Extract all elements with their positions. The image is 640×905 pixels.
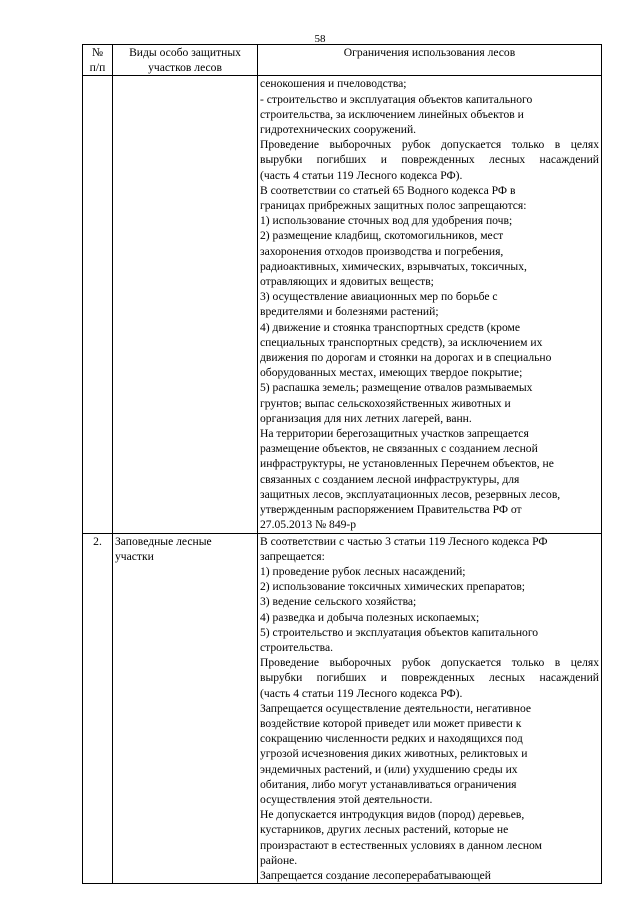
text-line: гидротехнических сооружений.	[260, 123, 417, 137]
table-row	[83, 76, 602, 533]
text-line: утвержденным распоряжением Правительства РФ от	[260, 503, 522, 517]
text-line: вредителями и болезнями растений;	[260, 305, 439, 319]
text-line: 4) движение и стоянка транспортных средств (кроме	[260, 320, 521, 334]
row-number: 2.	[83, 533, 113, 884]
row-type	[113, 533, 258, 884]
text-line: 5) распашка земель; размещение отвалов размываемых	[260, 381, 533, 395]
text-line: Проведение выборочных рубок допускается только в целях	[260, 656, 599, 670]
text-line: защитных лесов, эксплуатационных лесов, резервных лесов,	[260, 487, 561, 501]
text-line: 3) осуществление авиационных мер по борьбе с	[260, 290, 498, 304]
text-line: специальных транспортных средств), за исключением их	[260, 335, 543, 349]
text-line: Проведение выборочных рубок допускается только в целях	[260, 138, 599, 152]
header-number	[83, 45, 113, 76]
row-type	[113, 76, 258, 533]
text-line: 1) использование сточных вод для удобрения почв;	[260, 214, 513, 228]
header-type-line-2: участков лесов	[148, 61, 222, 75]
text-line: строительства.	[260, 640, 334, 654]
text-line: В соответствии с частью 3 статьи 119 Лесного кодекса РФ	[260, 534, 548, 548]
text-line: районе.	[260, 853, 298, 867]
text-line: строительства, за исключением линейных объектов и	[260, 107, 524, 121]
text-line: связанных с созданием лесной инфраструктуры, для	[260, 472, 520, 486]
text-line: оборудованных местах, имеющих твердое покрытие;	[260, 366, 523, 380]
text-line: - строительство и эксплуатация объектов капитального	[260, 92, 533, 106]
text-line: инфраструктуры, не установленных Перечнем объектов, не	[260, 457, 554, 471]
text-line: сенокошения и пчеловодства;	[260, 77, 407, 91]
text-line: сокращению численности редких и находящихся под	[260, 732, 523, 746]
text-line: Не допускается интродукция видов (пород) деревьев,	[260, 808, 525, 822]
text-line: воздействие которой приведет или может привести к	[260, 716, 522, 730]
text-line: границах прибрежных защитных полос запрещаются:	[260, 199, 527, 213]
text-line: Запрещается осуществление деятельности, негативное	[260, 701, 532, 715]
text-line: (часть 4 статьи 119 Лесного кодекса РФ).	[260, 686, 463, 700]
text-line: 5) строительство и эксплуатация объектов капитального	[260, 625, 539, 639]
row-restrictions	[258, 76, 602, 533]
text-line: обитания, либо могут устанавливаться ограничения	[260, 777, 517, 791]
page-number: 58	[314, 33, 326, 45]
text-line: вырубки погибших и поврежденных лесных насаждений	[260, 153, 599, 167]
text-line: отравляющих и ядовитых веществ;	[260, 275, 434, 289]
text-line: произрастают в естественных условиях в данном лесном	[260, 838, 542, 852]
header-number-line-2: п/п	[89, 61, 106, 75]
text-line: вырубки погибших и поврежденных лесных насаждений	[260, 671, 599, 685]
text-line: 2) использование токсичных химических препаратов;	[260, 580, 526, 594]
header-type-line-1: Виды особо защитных	[129, 46, 241, 59]
header-number-line-1: №	[91, 46, 104, 59]
text-line: 1) проведение рубок лесных насаждений;	[260, 564, 466, 578]
text-line: движения по дорогам и стоянки на дорогах и в специально	[260, 351, 552, 365]
text-line: кустарников, других лесных растений, которые не	[260, 823, 509, 837]
text-line: грунтов; выпас сельскохозяйственных животных и	[260, 396, 511, 410]
text-line: осуществления этой деятельности.	[260, 792, 433, 806]
text-line: 27.05.2013 № 849-р	[260, 518, 357, 532]
text-line: размещение объектов, не связанных с созданием лесной	[260, 442, 538, 456]
text-line: Запрещается создание лесоперерабатывающей	[260, 868, 491, 882]
table-header-row	[83, 45, 602, 76]
text-line: угрозой исчезновения диких животных, реликтовых и	[260, 747, 528, 761]
text-line: 4) разведка и добыча полезных ископаемых;	[260, 610, 480, 624]
restrictions-table	[82, 44, 602, 884]
row-type-line-2: участки	[115, 549, 154, 563]
text-line: 3) ведение сельского хозяйства;	[260, 595, 417, 609]
text-line: (часть 4 статьи 119 Лесного кодекса РФ).	[260, 168, 463, 182]
text-line: В соответствии со статьей 65 Водного кодекса РФ в	[260, 183, 516, 197]
text-line: 2) размещение кладбищ, скотомогильников, мест	[260, 229, 504, 243]
text-line: эндемичных растений, и (или) ухудшению среды их	[260, 762, 518, 776]
text-line: радиоактивных, химических, взрывчатых, токсичных,	[260, 259, 527, 273]
header-restrictions: Ограничения использования лесов	[258, 45, 602, 76]
text-line: захоронения отходов производства и погребения,	[260, 244, 504, 258]
text-line: организация для них летних лагерей, ванн.	[260, 411, 472, 425]
text-line: запрещается:	[260, 549, 325, 563]
row-restrictions	[258, 533, 602, 884]
row-type-line-1: Заповедные лесные	[115, 534, 212, 548]
header-type	[113, 45, 258, 76]
row-number	[83, 76, 113, 533]
text-line: На территории берегозащитных участков запрещается	[260, 427, 529, 441]
table-row	[83, 533, 602, 884]
